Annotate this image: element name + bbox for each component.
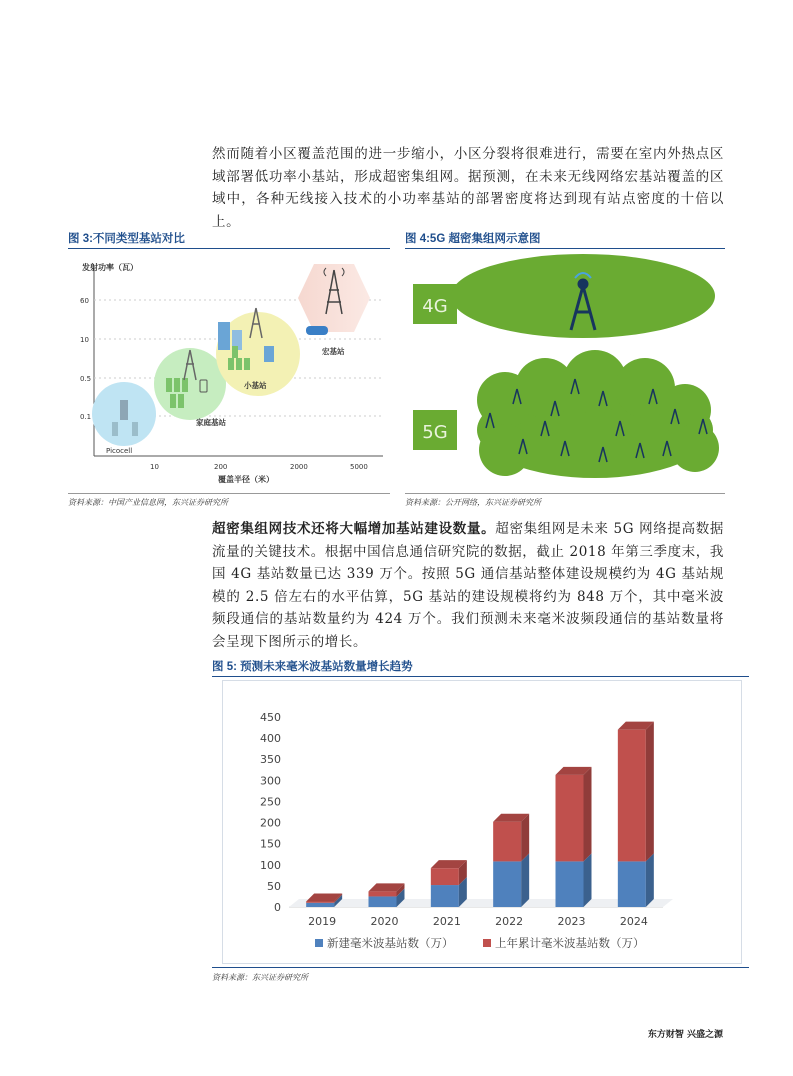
figure3-xtick: 5000 (350, 463, 368, 471)
x-tick-label: 2019 (308, 915, 337, 928)
person-icon (132, 422, 138, 436)
legend-swatch (483, 939, 491, 947)
y-tick-label: 350 (260, 753, 281, 767)
bar-segment (306, 903, 334, 907)
bar-segment (493, 822, 521, 862)
figure4-title-rule (405, 248, 725, 249)
figure3-xtick: 10 (150, 463, 159, 471)
bar-segment (493, 861, 521, 907)
figure3-ytick: 0.1 (80, 413, 92, 421)
figure5-chart-frame (222, 680, 742, 964)
4g-macro-coverage (451, 254, 715, 338)
legend-label: 新建毫米波基站数（万） (327, 936, 454, 950)
picocell-label: Picocell (106, 447, 133, 455)
legend-label: 上年累计毫米波基站数（万） (495, 936, 645, 950)
legend-swatch (315, 939, 323, 947)
bar-segment (618, 861, 646, 907)
y-tick-label: 400 (260, 732, 281, 746)
label-5g: 5G (422, 422, 448, 443)
figure3-ylabel: 发射功率（瓦） (82, 263, 138, 272)
intro-paragraph: 然而随着小区覆盖范围的进一步缩小，小区分裂将很难进行，需要在室内外热点区域部署低功率小基站，形成超密集组网。据预测，在未来无线网络宏基站覆盖的区域中，各种无线接入技术的小功率基站的部署密度将达到现有站点密度的十倍以上。 (212, 146, 724, 230)
second-paragraph (212, 518, 724, 653)
y-tick-label: 300 (260, 774, 281, 788)
figure3-title-rule (68, 248, 390, 249)
x-tick-label: 2022 (495, 915, 524, 928)
figure3-ytick: 60 (80, 297, 89, 305)
bar-side (584, 767, 592, 862)
y-tick-label: 50 (267, 879, 281, 893)
figure3-xlabel: 覆盖半径（米） (218, 475, 274, 484)
y-tick-label: 150 (260, 837, 281, 851)
x-tick-label: 2020 (370, 915, 399, 928)
figure5-bottom-rule (212, 967, 749, 968)
building-icon (264, 346, 274, 362)
building-icon (218, 322, 230, 350)
macro-basestation-label: 宏基站 (322, 347, 345, 356)
bar-segment (369, 891, 397, 896)
figure3-xtick: 200 (214, 463, 228, 471)
y-tick-label: 450 (260, 711, 281, 724)
bar-side (646, 853, 654, 907)
figure4-title: 图 4:5G 超密集组网示意图 (405, 233, 541, 245)
y-tick-label: 250 (260, 795, 281, 809)
figure3-ytick: 0.5 (80, 375, 92, 383)
second-paragraph-lead: 超密集组网技术还将大幅增加基站建设数量。 (212, 521, 496, 537)
figure5-source: 资料来源：东兴证券研究所 (212, 973, 308, 982)
bar-segment (306, 902, 334, 903)
bar-segment (556, 775, 584, 862)
bar-side (521, 853, 529, 907)
page-footer-slogan: 东方财智 兴盛之源 (647, 1030, 723, 1040)
car-icon (306, 326, 328, 335)
figure3-basestation-comparison (68, 250, 390, 490)
bar-segment (369, 896, 397, 907)
picocell-device-icon (120, 400, 128, 420)
person-icon (112, 422, 118, 436)
chart-floor (289, 899, 673, 907)
figure5-title: 图 5: 预测未来毫米波基站数量增长趋势 (212, 661, 413, 673)
bar-side (584, 853, 592, 907)
figure3-bottom-rule (68, 493, 390, 494)
figure3-ytick: 10 (80, 336, 89, 344)
home-basestation-label: 家庭基站 (196, 418, 226, 427)
figure3-xtick: 2000 (290, 463, 308, 471)
x-tick-label: 2024 (619, 915, 648, 928)
second-paragraph-body: 超密集组网是未来 5G 网络提高数据流量的关键技术。根据中国信息通信研究院的数据，截止 2018 年第三季度末，我国 4G 基站数量已达 339 万个。按照 5G 通信基站整体建设规模约为 4G 基站规模的 2.5 倍左右的水平估算，5G 基站的建设规模将约为 848 万个，其中毫米波频段通信的基站数量约为 424 万个。我们预测未来毫米波频段通信的基站数量将会呈现下图所示的增长。 (212, 521, 724, 650)
bar-segment (618, 730, 646, 862)
x-tick-label: 2023 (557, 915, 586, 928)
figure3-title: 图 3:不同类型基站对比 (68, 233, 185, 245)
y-tick-label: 0 (274, 901, 281, 914)
small-basestation-label: 小基站 (244, 381, 267, 390)
figure4-source: 资料来源：公开网络，东兴证券研究所 (405, 498, 541, 507)
bar-segment (431, 885, 459, 907)
bar-segment (556, 861, 584, 907)
y-tick-label: 200 (260, 816, 281, 830)
x-tick-label: 2021 (432, 915, 461, 928)
y-tick-label: 100 (260, 858, 281, 872)
figure3-source: 资料来源：中国产业信息网，东兴证券研究所 (68, 498, 228, 507)
home-basestation-bubble (154, 348, 226, 420)
bar-segment (431, 868, 459, 885)
figure4-bottom-rule (405, 493, 725, 494)
figure5-title-rule (212, 676, 749, 677)
figure5-stacked-bar-chart (223, 681, 741, 963)
label-4g: 4G (422, 296, 448, 317)
bar-side (521, 814, 529, 862)
figure4-ultradense-network (405, 250, 725, 490)
bar-side (646, 722, 654, 862)
